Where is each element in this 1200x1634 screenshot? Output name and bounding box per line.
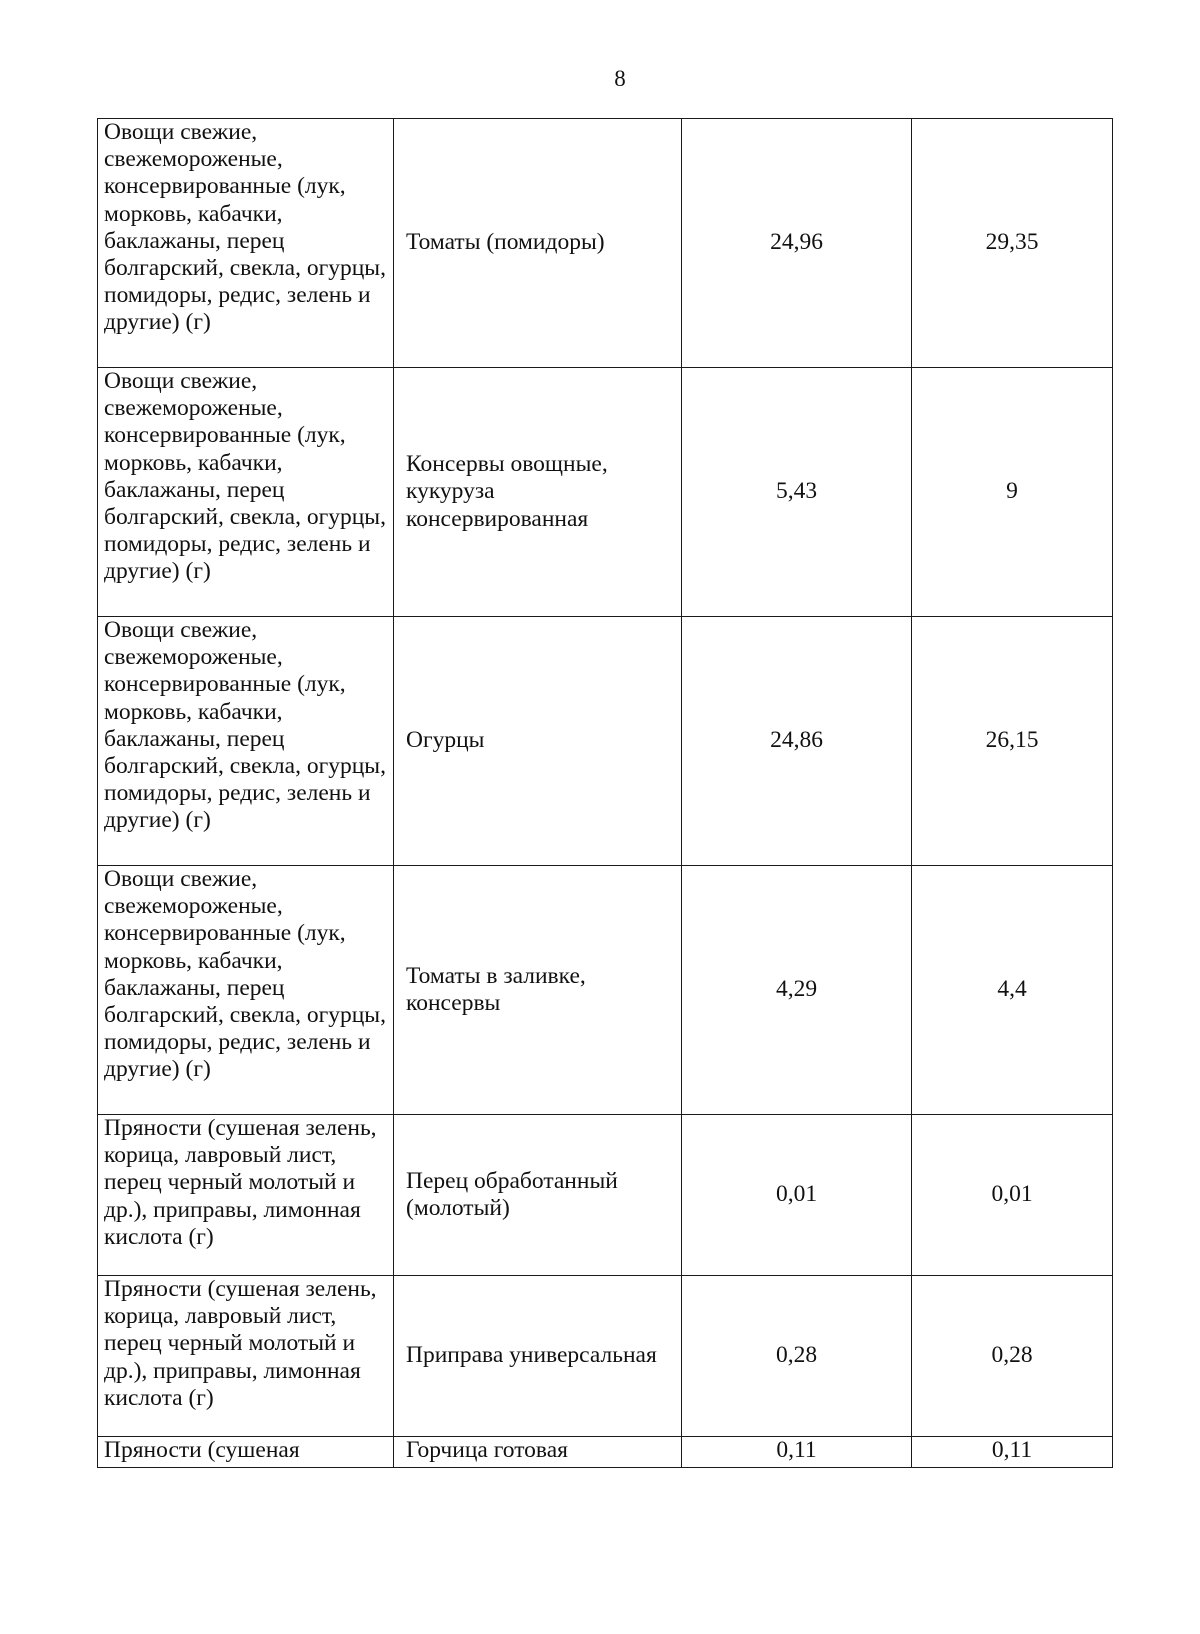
value1-cell: 24,86 <box>682 617 912 866</box>
data-table <box>97 118 1113 1468</box>
table-row <box>98 119 1113 368</box>
value1-cell: 5,43 <box>682 368 912 617</box>
product-cell: Перец обработанный (молотый) <box>394 1115 682 1276</box>
category-text: Пряности (сушеная <box>104 1437 300 1463</box>
category-text: Пряности (сушеная зелень, корица, лавровый лист, перец черный молотый и др.), приправы, лимонная кислота (г) <box>104 1276 377 1411</box>
category-text: Овощи свежие, свежемороженые, консервированные (лук, морковь, кабачки, баклажаны, перец болгарский, свекла, огурцы, помидоры, редис, зелень и другие) (г) <box>104 368 386 585</box>
value2-cell: 0,28 <box>912 1276 1113 1437</box>
value1-cell: 24,96 <box>682 119 912 368</box>
value1-cell: 0,01 <box>682 1115 912 1276</box>
value2-cell: 0,01 <box>912 1115 1113 1276</box>
product-cell: Огурцы <box>394 617 682 866</box>
table-row <box>98 1115 1113 1276</box>
category-cell <box>98 368 394 617</box>
page-number: 8 <box>614 66 626 91</box>
category-cell <box>98 617 394 866</box>
value2-cell: 29,35 <box>912 119 1113 368</box>
value1-cell: 0,28 <box>682 1276 912 1437</box>
category-cell <box>98 119 394 368</box>
product-cell: Томаты в заливке, консервы <box>394 866 682 1115</box>
table-row <box>98 617 1113 866</box>
value2-cell: 4,4 <box>912 866 1113 1115</box>
category-text: Овощи свежие, свежемороженые, консервированные (лук, морковь, кабачки, баклажаны, перец болгарский, свекла, огурцы, помидоры, редис, зелень и другие) (г) <box>104 119 386 336</box>
value2-cell: 26,15 <box>912 617 1113 866</box>
table-row <box>98 1437 1113 1468</box>
value1-cell: 4,29 <box>682 866 912 1115</box>
category-cell <box>98 1437 394 1468</box>
value2-cell: 0,11 <box>912 1437 1113 1468</box>
table-row <box>98 368 1113 617</box>
category-text: Овощи свежие, свежемороженые, консервированные (лук, морковь, кабачки, баклажаны, перец болгарский, свекла, огурцы, помидоры, редис, зелень и другие) (г) <box>104 866 386 1083</box>
category-cell <box>98 866 394 1115</box>
product-cell: Томаты (помидоры) <box>394 119 682 368</box>
product-cell: Приправа универсальная <box>394 1276 682 1437</box>
category-text: Пряности (сушеная зелень, корица, лавровый лист, перец черный молотый и др.), приправы, лимонная кислота (г) <box>104 1115 377 1250</box>
table-row <box>98 1276 1113 1437</box>
product-cell: Горчица готовая <box>394 1437 682 1468</box>
value1-cell: 0,11 <box>682 1437 912 1468</box>
product-cell: Консервы овощные, кукуруза консервированная <box>394 368 682 617</box>
value2-cell: 9 <box>912 368 1113 617</box>
category-cell <box>98 1115 394 1276</box>
category-cell <box>98 1276 394 1437</box>
table-row <box>98 866 1113 1115</box>
category-text: Овощи свежие, свежемороженые, консервированные (лук, морковь, кабачки, баклажаны, перец болгарский, свекла, огурцы, помидоры, редис, зелень и другие) (г) <box>104 617 386 834</box>
